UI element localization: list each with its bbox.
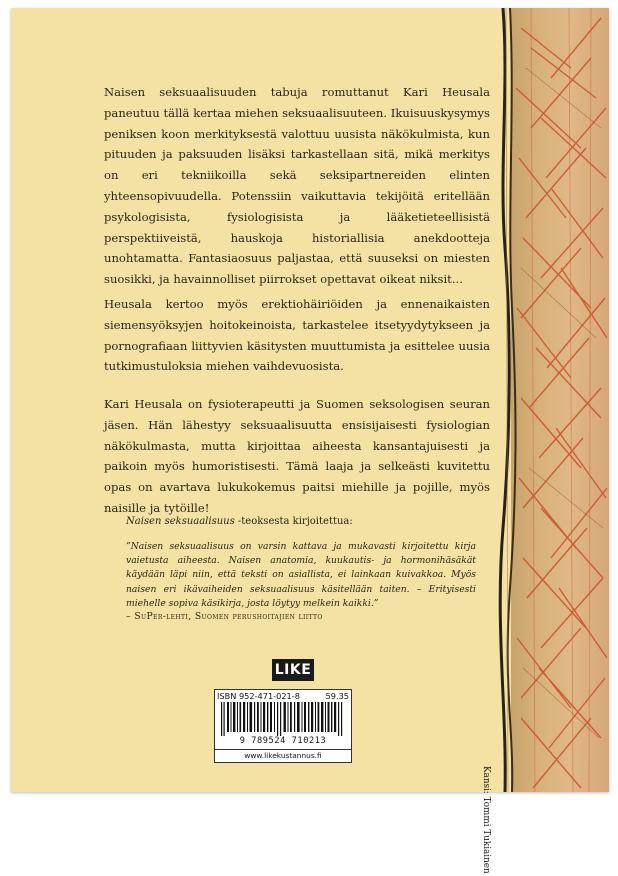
isbn-number: ISBN 952-471-021-8	[217, 691, 300, 701]
publisher-website: www.likekustannus.fi	[215, 749, 351, 760]
barcode-graphic	[219, 702, 347, 736]
review-source: – SuPer-lehti, Suomen perushoitajien liitto	[126, 611, 323, 622]
price-code: 59.35	[325, 691, 349, 701]
review-intro	[126, 516, 353, 527]
publisher-logo: LIKE	[272, 659, 314, 681]
blurb-paragraph-1: Naisen seksuaalisuuden tabuja romuttanut Kari Heusala paneutuu tällä kertaa miehen seksuaalisuuteen. Ikuisuuskysymys peniksen koon merkityksestä valottuu uusista näkökulmista, kun pituuden ja paksuuden lisäksi tarkastellaan sitä, mikä merkitys on eri tekniikoilla sekä seksipartnereiden elinten yhteensopivuudella. Potenssiin vaikuttavia tekijöitä eritellään psykologisista, fysiologisista ja lääketieteellisistä perspektiiveistä, hauskoja historiallisia anekdootteja unohtamatta. Fantasiaosuus paljastaa, että suuseksi on miesten suosikki, ja havainnolliset piirrokset opettavat oikeat niksit...	[104, 85, 490, 287]
review-intro-text: -teoksesta kirjoitettua:	[234, 516, 353, 527]
cover-credit: Kansi: Tommi Tukiainen	[481, 766, 491, 874]
blurb-paragraph-2: Heusala kertoo myös erektiohäiriöiden ja ennenaikaisten siemensyöksyjen hoitokeinoista, tarkastelee itsetyydytykseen ja pornografiaan liittyvien käsitysten muuttumista ja esittelee uusia tutkimustuloksia miehen vaihdevuosista.	[104, 297, 490, 374]
review-quote: ”Naisen seksuaalisuus on varsin kattava ja mukavasti kirjoitettu kirja vaietusta aiheesta. Naisen anatomia, kuukautis- ja hormonihäsäkät käydään läpi niin, että teksti on asiallista, ei lainkaan kuivakkoa. Myös naisen eri ikävaiheiden seksuaalisuus käsitellään taiten. – Erityisesti miehelle sopiva käsikirja, josta löytyy melkein kaikki.”	[126, 541, 476, 609]
red-scratch-artwork-strip	[511, 8, 609, 792]
review-intro-book-title: Naisen seksuaalisuus	[126, 516, 235, 527]
author-bio-paragraph: Kari Heusala on fysioterapeutti ja Suomen seksologisen seuran jäsen. Hän lähestyy seksuaalisuutta ensisijaisesti fysiologian näkökulmasta, mutta kirjoittaa aiheesta kansantajuisesti ja paikoin myös humoristisesti. Tämä laaja ja selkeästi kuvitettu opas on avartava lukukokemus paitsi miehille ja pojille, myös naisille ja tytöille!	[104, 397, 490, 515]
isbn-barcode-box	[214, 689, 352, 763]
isbn-line	[217, 691, 349, 701]
book-back-cover	[11, 8, 609, 874]
barcode-number: 9 789524 710213	[239, 736, 327, 746]
binding-seam-illustration	[497, 8, 519, 792]
scratch-texture-illustration	[511, 8, 609, 792]
